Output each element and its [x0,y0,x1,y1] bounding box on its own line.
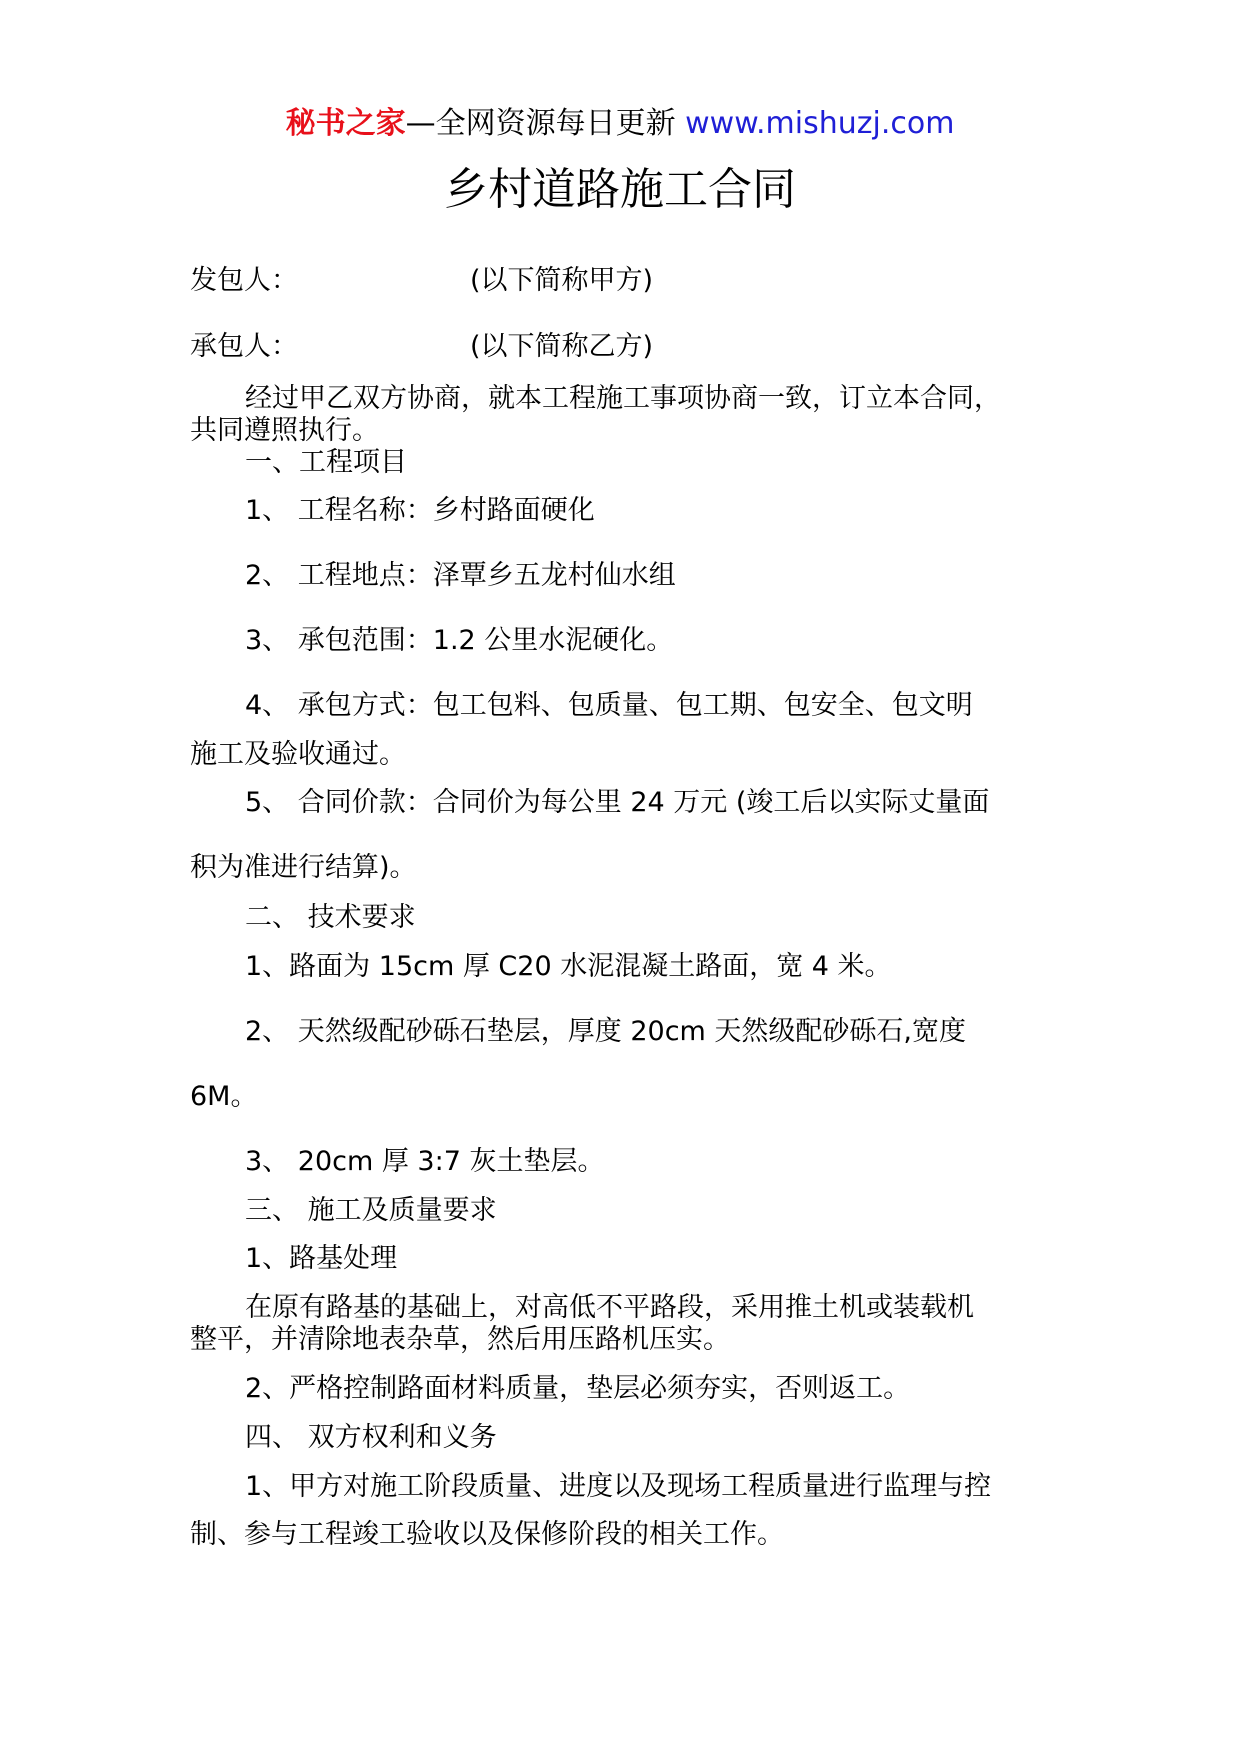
paragraph-line: 3、 20cm 厚 3:7 灰土垫层。 [245,1146,605,1177]
paragraph-line: 3、 承包范围：1.2 公里水泥硬化。 [245,625,674,656]
section-heading: 三、 施工及质量要求 [245,1195,497,1226]
site-header [0,104,1240,144]
paragraph-line: 2、 天然级配砂砾石垫层，厚度 20cm 天然级配砂砾石,宽度 [245,1016,967,1047]
paragraph-line: 6M。 [190,1081,258,1112]
section-heading: 一、工程项目 [245,447,407,478]
paragraph-line: 1、 工程名称：乡村路面硬化 [245,495,595,526]
paragraph-line: 在原有路基的基础上，对高低不平路段，采用推土机或装载机 [245,1292,974,1323]
website-link[interactable]: www.mishuzj.com [685,106,955,141]
brand-name: 秘书之家 [285,106,406,141]
party-b-note: (以下简称乙方) [470,331,654,362]
party-b-line [190,330,298,364]
party-a-line [190,264,298,298]
party-b-label: 承包人： [190,331,298,362]
document-title: 乡村道路施工合同 [444,164,796,215]
paragraph-line: 2、严格控制路面材料质量，垫层必须夯实，否则返工。 [245,1373,911,1404]
paragraph-line: 2、 工程地点：泽覃乡五龙村仙水组 [245,560,676,591]
section-heading: 四、 双方权利和义务 [245,1422,497,1453]
paragraph-line: 积为准进行结算)。 [190,852,417,883]
paragraph-line: 整平，并清除地表杂草，然后用压路机压实。 [190,1324,730,1355]
paragraph-line: 1、路基处理 [245,1243,398,1274]
section-heading: 二、 技术要求 [245,902,416,933]
paragraph-line: 1、甲方对施工阶段质量、进度以及现场工程质量进行监理与控 [245,1471,992,1502]
paragraph-line: 5、 合同价款：合同价为每公里 24 万元 (竣工后以实际丈量面 [245,787,990,818]
paragraph-line: 制、参与工程竣工验收以及保修阶段的相关工作。 [190,1519,784,1550]
paragraph-line: 施工及验收通过。 [190,739,406,770]
paragraph-line: 4、 承包方式：包工包料、包质量、包工期、包安全、包文明 [245,690,973,721]
intro-paragraph-line: 经过甲乙双方协商，就本工程施工事项协商一致，订立本合同， [245,383,1001,414]
party-a-label: 发包人： [190,265,298,296]
intro-paragraph-line: 共同遵照执行。 [190,415,379,446]
header-tagline: —全网资源每日更新 [405,106,676,141]
paragraph-line: 1、路面为 15cm 厚 C20 水泥混凝土路面，宽 4 米。 [245,951,892,982]
party-a-note: (以下简称甲方) [470,265,654,296]
